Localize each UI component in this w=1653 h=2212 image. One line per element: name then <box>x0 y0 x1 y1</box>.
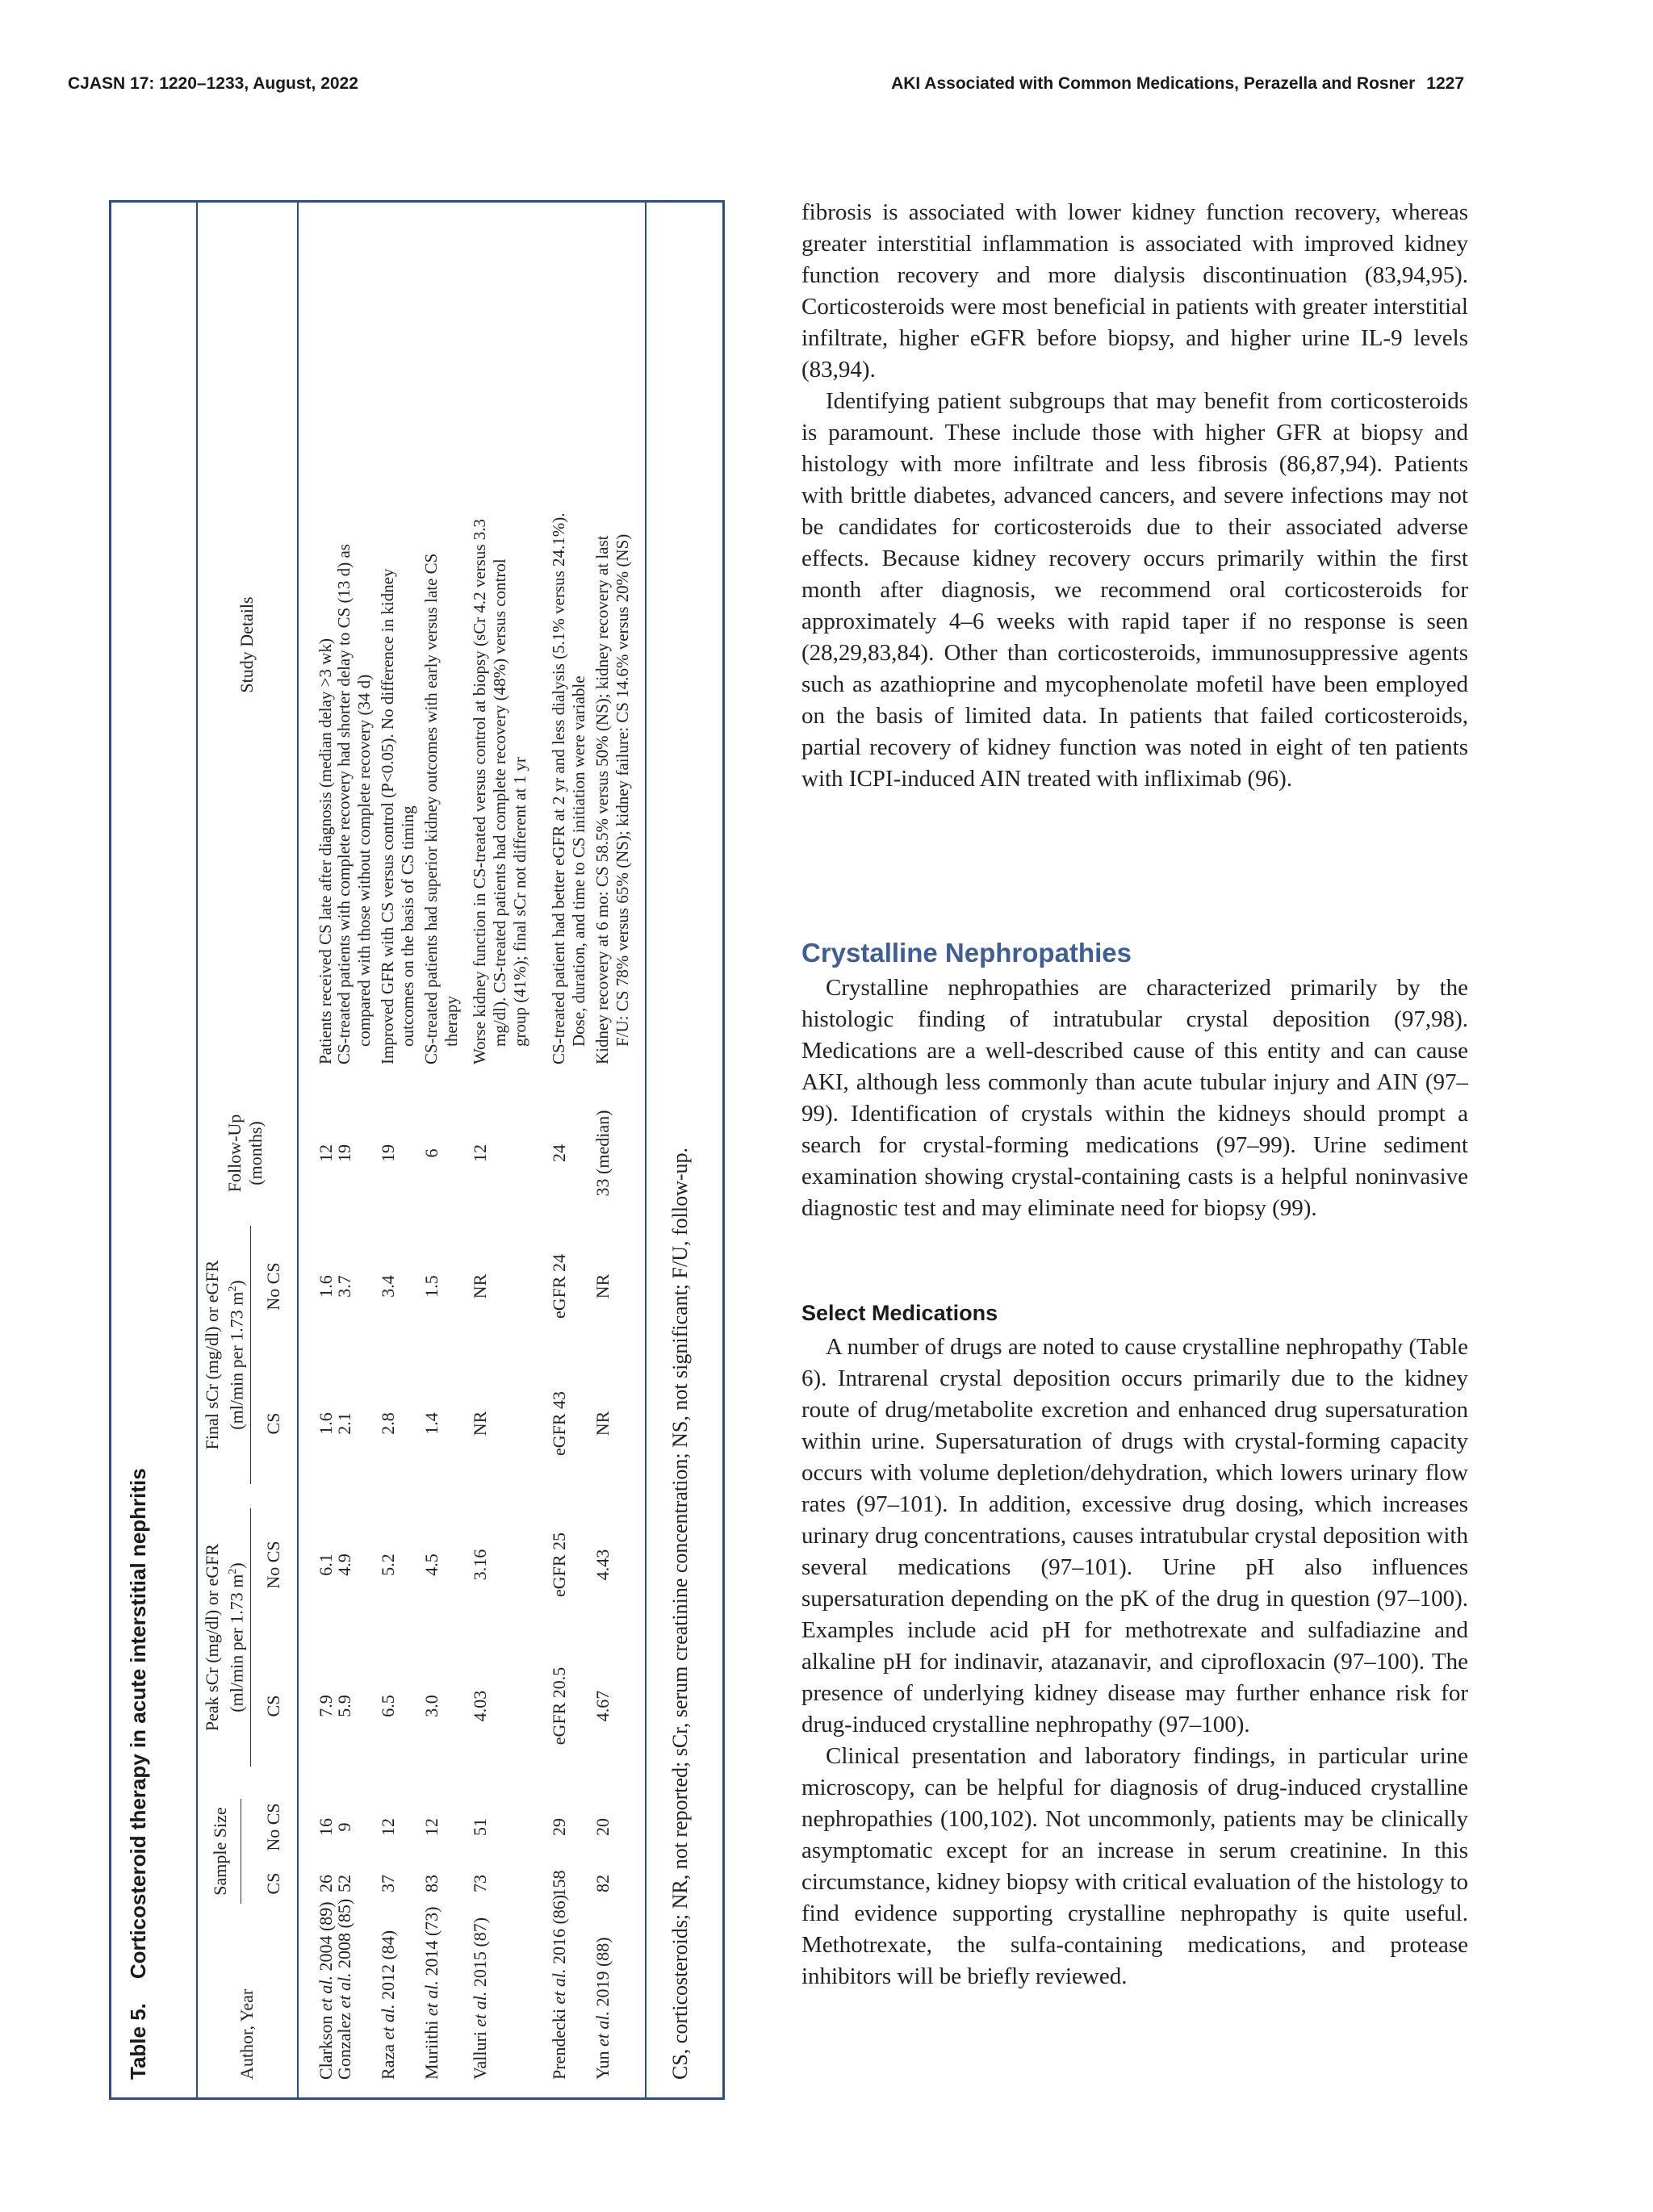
subsection-title: Select Medications <box>801 1301 998 1325</box>
paragraph-fibrosis: fibrosis is associated with lower kidney function recovery, whereas greater interstitial inflammation is associated with improved kidney function recovery and more dialysis discontinuation (83,94,95). Corticosteroids were most beneficial in patients with greater interstitial infiltrate, higher eGFR before biopsy, and higher urine IL-9 levels (83,94). <box>801 199 1468 383</box>
paragraph-subgroups: Identifying patient subgroups that may benefit from corticosteroids is paramount. These include those with higher GFR at biopsy and histology with more infiltrate and less fibrosis (86,87,94). Patients with brittle diabetes, advanced cancers, and severe infections may not be candidates for corticosteroids due to their associated adverse effects. Because kidney recovery occurs primarily within the first month after diagnosis, we recommend oral corticosteroids for approximately 4–6 weeks with rapid taper if no response is seen (28,29,83,84). Other than corticosteroids, immunosuppressive agents such as azathioprine and mycophenolate mofetil have been employed on the basis of limited data. In patients that failed corticosteroids, partial recovery of kidney function was noted in eight of ten patients with ICPI-induced AIN treated with infliximab (96). <box>801 388 1468 792</box>
followup-cell: 19 <box>378 1144 398 1162</box>
table-footnote: CS, corticosteroids; NR, not reported; sCr, serum creatinine concentration; NS, not significant; F/U, follow-up. <box>668 1147 692 2080</box>
author-cell: Raza et al. 2012 (84) <box>378 1930 398 2080</box>
study-details-cell <box>592 534 633 1064</box>
followup-cell: 6 <box>421 1148 441 1158</box>
peak-cs-cell: 3.0 <box>421 1695 441 1717</box>
final-nocs-cell: NR <box>592 1273 613 1299</box>
peak-cs-cell: 4.67 <box>592 1690 613 1722</box>
study-details-line: CS-treated patients had superior kidney outcomes with early versus late CS <box>421 553 441 1064</box>
study-details-line: Improved GFR with CS versus control (P<0.05). No difference in kidney <box>378 568 397 1064</box>
author-cell: Prendecki et al. 2016 (86) <box>549 1894 569 2080</box>
n-nocs-cell: 12 <box>378 1818 398 1836</box>
final-cs-cell: 2.8 <box>378 1412 398 1435</box>
final-cs-cell: eGFR 43 <box>549 1390 569 1457</box>
header-study-details: Study Details <box>236 596 257 693</box>
n-nocs-cell: 29 <box>549 1818 569 1836</box>
section-title: Crystalline Nephropathies <box>801 938 1132 968</box>
study-details-line: F/U: CS 78% versus 65% (NS); kidney failure: CS 14.6% versus 20% (NS) <box>613 533 632 1047</box>
peak-cs-cell: 6.5 <box>378 1695 398 1717</box>
table-caption: Corticosteroid therapy in acute interstitial nephritis <box>126 1468 150 1980</box>
header-author: Author, Year <box>236 1988 257 2080</box>
header-followup-l2: (months) <box>245 1121 266 1185</box>
final-nocs-cell: 1.5 <box>421 1275 441 1298</box>
final-nocs-cell: 3.4 <box>378 1275 398 1298</box>
study-details-line: therapy <box>441 996 461 1047</box>
study-details-line: group (41%); final sCr not different at 1 yr <box>510 757 529 1047</box>
study-details-cell <box>470 519 530 1064</box>
final-cs-cell: 1.6 <box>316 1412 336 1435</box>
peak-nocs-cell: 3.16 <box>470 1549 490 1581</box>
study-details-line: Dose, duration, and time to CS initiation were variable <box>569 675 588 1047</box>
page-number: 1227 <box>1426 74 1464 93</box>
final-nocs-cell: NR <box>470 1273 490 1299</box>
final-underline <box>250 1226 251 1484</box>
n-cs-cell: 158 <box>549 1870 569 1897</box>
paragraph-crystalline: Crystalline nephropathies are characterized primarily by the histologic finding of intratubular crystal deposition (97,98). Medications are a well-described cause of this entity and can cause AKI, although less commonly than acute tubular injury and AIN (97–99). Identification of crystals within the kidneys should prompt a search for crystal-forming medications (97–99). Urine sediment examination showing crystal-containing casts is a helpful noninvasive diagnostic test and may eliminate need for biopsy (99). <box>801 975 1468 1221</box>
study-details-line: Worse kidney function in CS-treated versus control at biopsy (sCr 4.2 versus 3.3 <box>470 518 489 1064</box>
study-details-line: outcomes on the basis of CS timing <box>398 805 417 1047</box>
final-cs-cell: 1.4 <box>421 1412 441 1435</box>
peak-nocs-cell: 4.9 <box>334 1553 354 1576</box>
table-bottom-rule <box>645 203 647 2097</box>
peak-nocs-cell: 6.1 <box>316 1553 336 1576</box>
study-details-cell <box>334 544 375 1064</box>
peak-nocs-cell: 4.43 <box>592 1549 613 1581</box>
study-details-line: Patients received CS late after diagnosis (median delay >3 wk) <box>316 638 335 1064</box>
n-cs-cell: 82 <box>592 1875 613 1892</box>
study-details-cell <box>378 568 418 1064</box>
final-cs-cell: NR <box>470 1411 490 1436</box>
table-title <box>126 1468 151 2080</box>
table-top-rule <box>196 203 198 2097</box>
journal-citation: CJASN 17: 1220–1233, August, 2022 <box>68 74 358 93</box>
header-final-l1: Final sCr (mg/dl) or eGFR <box>202 1260 222 1450</box>
author-cell: Gonzalez et al. 2008 (85) <box>334 1898 354 2080</box>
header-sample-nocs: No CS <box>263 1803 283 1851</box>
body-column-crystalline <box>801 972 1468 1224</box>
header-peak-l2: (ml/min per 1.73 $m^2$) <box>226 1562 247 1712</box>
header-peak-cs: CS <box>263 1695 283 1717</box>
header-sample-cs: CS <box>263 1872 283 1895</box>
header-final-cs: CS <box>263 1412 283 1435</box>
peak-cs-cell: 5.9 <box>334 1695 354 1717</box>
study-details-line: mg/dl). CS-treated patients had complete recovery (48%) versus control <box>490 558 509 1047</box>
running-title: AKI Associated with Common Medications, Perazella and Rosner <box>891 74 1416 93</box>
header-peak-nocs: No CS <box>263 1541 283 1589</box>
header-final-l2: (ml/min per 1.73 $m^2$) <box>226 1280 247 1430</box>
table-5-frame <box>109 200 725 2100</box>
peak-nocs-cell: eGFR 25 <box>549 1532 569 1598</box>
study-details-cell <box>549 512 589 1064</box>
followup-cell: 12 <box>470 1144 490 1162</box>
followup-cell: 12 <box>316 1144 336 1162</box>
followup-cell: 33 (median) <box>592 1110 613 1197</box>
final-cs-cell: 2.1 <box>334 1412 354 1435</box>
header-followup-l1: Follow-Up <box>224 1114 245 1193</box>
n-cs-cell: 26 <box>316 1875 336 1892</box>
n-nocs-cell: 20 <box>592 1818 613 1836</box>
study-details-line: Kidney recovery at 6 mo: CS 58.5% versus 50% (NS); kidney recovery at last <box>592 535 612 1064</box>
body-column-top <box>801 197 1468 795</box>
paragraph-select-medications: A number of drugs are noted to cause crystalline nephropathy (Table 6). Intrarenal crystal deposition occurs primarily due to the kidney route of drug/metabolite excretion and enhanced drug supersaturation within urine. Supersaturation of drugs with crystal-forming capacity occurs with volume depletion/dehydration, which lowers urinary flow rates (97–101). In addition, excessive drug dosing, which increases urinary drug concentrations, causes intratubular crystal deposition with several medications (97–101). Urine pH also influences supersaturation depending on the pK of the drug in question (97–100). Examples include acid pH for methotrexate and sulfadiazine and alkaline pH for indinavir, atazanavir, and ciprofloxacin (97–100). The presence of underlying kidney disease may further enhance risk for drug-induced crystalline nephropathy (97–100). <box>801 1334 1468 1737</box>
study-details-cell <box>316 638 336 1064</box>
n-nocs-cell: 51 <box>470 1818 490 1836</box>
followup-cell: 24 <box>549 1144 569 1162</box>
peak-cs-cell: 7.9 <box>316 1695 336 1717</box>
n-cs-cell: 52 <box>334 1875 354 1892</box>
paragraph-clinical-presentation: Clinical presentation and laboratory findings, in particular urine microscopy, can be helpful for diagnosis of drug-induced crystalline nephropathies (100,102). Not uncommonly, patients may be clinically asymptomatic except for an increase in serum creatinine. In this circumstance, kidney biopsy with critical evaluation of the histology to find evidence supporting crystalline nephropathy is quite useful. Methotrexate, the sulfa-containing medications, and protease inhibitors will be briefly reviewed. <box>801 1743 1468 1989</box>
n-cs-cell: 83 <box>421 1875 441 1892</box>
running-header <box>891 74 1464 94</box>
header-peak-l1: Peak sCr (mg/dl) or eGFR <box>202 1543 222 1732</box>
author-cell: Clarkson et al. 2004 (89) <box>316 1901 336 2080</box>
peak-nocs-cell: 5.2 <box>378 1553 398 1576</box>
n-cs-cell: 73 <box>470 1875 490 1892</box>
table-label: Table 5. <box>126 2003 150 2080</box>
peak-cs-cell: eGFR 20.5 <box>549 1666 569 1746</box>
author-cell: Valluri et al. 2015 (87) <box>470 1917 490 2080</box>
final-nocs-cell: 1.6 <box>316 1275 336 1298</box>
header-final-nocs: No CS <box>263 1262 283 1311</box>
final-nocs-cell: eGFR 24 <box>549 1253 569 1319</box>
peak-cs-cell: 4.03 <box>470 1690 490 1722</box>
table-header-rule <box>297 203 299 2097</box>
peak-underline <box>250 1508 251 1767</box>
author-cell: Yun et al. 2019 (88) <box>592 1937 613 2080</box>
n-cs-cell: 37 <box>378 1875 398 1892</box>
followup-cell: 19 <box>334 1144 354 1162</box>
peak-nocs-cell: 4.5 <box>421 1553 441 1576</box>
author-cell: Muriithi et al. 2014 (73) <box>421 1906 441 2080</box>
study-details-line: CS-treated patient had better eGFR at 2 yr and less dialysis (5.1% versus 24.1%). <box>549 512 568 1064</box>
header-sample-size: Sample Size <box>210 1807 230 1896</box>
final-nocs-cell: 3.7 <box>334 1275 354 1298</box>
table-5 <box>111 203 722 2097</box>
body-column-medications <box>801 1332 1468 1992</box>
n-nocs-cell: 12 <box>421 1818 441 1836</box>
n-nocs-cell: 16 <box>316 1818 336 1836</box>
study-details-line: compared with those without complete recovery (34 d) <box>354 674 374 1047</box>
study-details-cell <box>421 554 462 1064</box>
study-details-line: CS-treated patients with complete recovery had shorter delay to CS (13 d) as <box>334 544 354 1064</box>
n-nocs-cell: 9 <box>334 1822 354 1832</box>
final-cs-cell: NR <box>592 1411 613 1436</box>
